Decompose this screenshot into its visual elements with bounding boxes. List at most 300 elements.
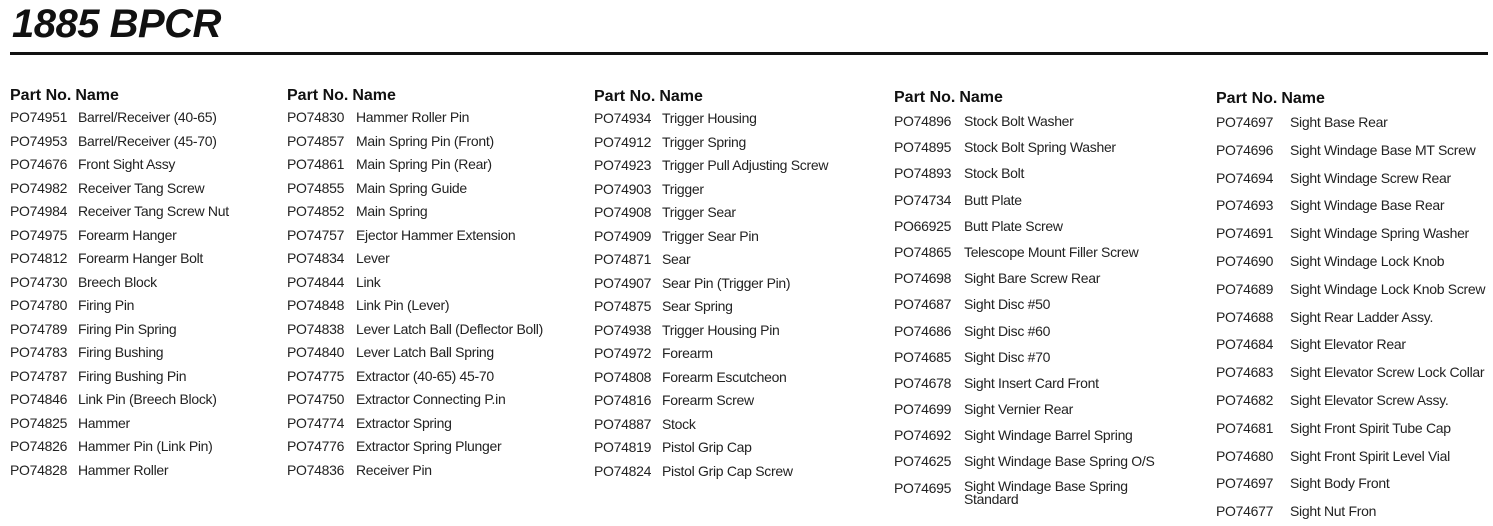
part-number: PO74789 [10,320,68,337]
table-row [594,413,874,437]
header-name: Name [352,87,396,104]
part-name [78,153,175,177]
part-name-text: Sight Insert Card Front [964,374,1099,391]
part-name-text: Receiver Tang Screw [78,179,205,196]
table-row [894,396,1174,422]
table-row [10,365,290,389]
part-name [1290,248,1444,276]
table-row [894,187,1174,213]
part-name [964,134,1116,160]
part-name-text: Sight Windage Lock Knob Screw [1290,280,1486,297]
part-name [356,106,469,130]
part-name [78,130,217,154]
part-number: PO74691 [1216,225,1274,242]
header-part-no: Part No. [594,88,656,105]
part-number: PO74975 [10,226,68,243]
part-name [78,412,130,436]
part-name [1290,415,1451,443]
part-name [964,160,1024,186]
part-number: PO74844 [287,273,345,290]
header-name: Name [659,88,703,105]
part-name-text: Hammer Roller [78,461,169,478]
part-name-text: Lever [356,250,390,266]
part-name-text: Sight Disc #70 [964,348,1051,365]
part-number: PO74819 [594,439,652,455]
header-name: Name [1281,90,1325,107]
part-name-text: Firing Pin Spring [78,320,177,337]
part-name-text: Trigger Sear Pin [662,227,759,244]
part-number: PO74680 [1216,447,1274,464]
table-row [594,295,874,319]
part-name [356,435,501,459]
part-number: PO74776 [287,438,345,454]
part-name-text: Sight Windage Base Spring O/S [964,453,1155,470]
part-name [356,247,390,271]
part-number: PO74984 [10,203,68,219]
part-number: PO74887 [594,415,652,432]
part-name-text: Barrel/Receiver (40-65) [78,109,217,125]
table-row [287,435,567,459]
part-name [662,178,704,202]
table-row [1216,276,1486,304]
part-name-text: Sight Disc #50 [964,296,1051,313]
part-name-text: Sear Pin (Trigger Pin) [662,274,791,291]
part-number: PO74934 [594,110,652,126]
part-number: PO74953 [10,132,68,149]
part-name-text: Trigger Housing [662,110,757,126]
part-name-text: Forearm Screw [662,392,754,408]
table-row [287,271,567,295]
part-name [356,177,467,201]
table-row [10,341,290,365]
part-name-text: Lever Latch Ball (Deflector Boll) [356,320,543,337]
table-row [594,131,874,155]
part-name-text: Ejector Hammer Extension [356,226,516,243]
part-name [78,106,217,130]
part-name [78,388,217,412]
part-number: PO74938 [594,321,652,338]
part-name-text: Sight Windage Lock Knob [1290,252,1445,269]
part-number: PO74787 [10,367,68,384]
part-number: PO74838 [287,320,345,337]
part-name [964,422,1133,448]
part-name-text: Firing Pin [78,297,135,313]
table-row [594,342,874,366]
column-header [287,86,567,106]
table-row [287,130,567,154]
part-name-text: Link Pin (Breech Block) [78,391,217,407]
part-name-text: Main Spring Pin (Front) [356,132,494,149]
part-number: PO74972 [594,345,652,361]
part-name-text: Sight Vernier Rear [964,401,1073,418]
table-row [10,106,290,130]
part-number: PO74692 [894,427,952,444]
part-name-text: Breech Block [78,273,157,290]
part-number: PO74697 [1216,114,1274,130]
part-name [356,341,494,365]
part-name-text: Pistol Grip Cap Screw [662,462,793,479]
part-number: PO74895 [894,139,952,156]
table-row [1216,470,1486,498]
table-row [594,436,874,460]
part-name [662,225,759,249]
table-row [1216,498,1486,526]
column-header [594,87,874,107]
table-row [287,412,567,436]
part-name [1290,331,1406,359]
part-name [964,108,1074,134]
part-name-text: Sight Rear Ladder Assy. [1290,308,1434,325]
part-number: PO74690 [1216,252,1274,269]
part-number: PO74865 [894,243,952,260]
part-name [1290,359,1484,387]
part-name [964,187,1022,213]
part-name [356,459,432,483]
part-name-text: Extractor Spring Plunger [356,438,502,454]
parts-column-5 [1216,89,1486,526]
part-name-text: Sight Front Spirit Level Vial [1290,447,1450,464]
part-name [356,318,543,342]
part-name-text: Sight Elevator Screw Assy. [1290,391,1449,408]
part-name [662,319,780,343]
part-name [78,294,134,318]
part-name [1290,498,1376,526]
part-name-text: Trigger Spring [662,133,746,150]
table-row [594,272,874,296]
part-name-text: Sight Front Spirit Tube Cap [1290,419,1451,436]
table-row [894,213,1174,239]
part-name [356,388,505,412]
part-number: PO74834 [287,250,345,266]
part-name [662,460,793,484]
part-number: PO74861 [287,156,345,172]
part-name-text: Hammer [78,414,130,431]
part-name [1290,443,1450,471]
part-name [356,294,449,318]
part-name [1290,387,1448,415]
page-title: 1885 BPCR [12,2,221,46]
part-name-text: Firing Bushing Pin [78,367,187,384]
part-number: PO74871 [594,251,652,267]
column-header [894,88,1174,108]
part-name-text: Sight Windage Barrel Spring [964,427,1133,444]
table-row [10,177,290,201]
part-name-text: Extractor Connecting P.in [356,391,506,407]
part-name-text: Extractor (40-65) 45-70 [356,367,494,384]
parts-column-4 [894,88,1174,507]
part-name [1290,276,1485,304]
part-number: PO74893 [894,165,952,182]
part-name-text: Stock Bolt [964,165,1025,182]
part-name-text: Sear Spring [662,298,733,314]
part-name-text: Receiver Tang Screw Nut [78,203,229,219]
part-name [78,459,168,483]
table-row [287,106,567,130]
part-name [964,448,1155,474]
part-name [964,291,1050,317]
part-number: PO74951 [10,109,68,125]
part-number: PO74982 [10,179,68,196]
table-row [1216,192,1486,220]
part-name-text: Hammer Pin (Link Pin) [78,438,213,454]
part-number: PO74750 [287,391,345,407]
part-name-text: Forearm Hanger Bolt [78,250,204,266]
part-number: PO74697 [1216,475,1274,492]
part-name [662,342,713,366]
part-name [78,200,229,224]
part-name [964,344,1050,370]
part-number: PO74855 [287,179,345,196]
part-number: PO74824 [594,462,652,479]
part-number: PO74625 [894,453,952,470]
part-name-text: Sight Elevator Rear [1290,336,1406,353]
column-header [1216,89,1486,109]
table-row [10,459,290,483]
table-row [894,448,1174,474]
part-name-text: Sight Nut Fron [1290,503,1377,520]
part-name-text: Sight Windage Spring Washer [1290,225,1469,242]
part-name-text: Trigger Housing Pin [662,321,780,338]
parts-column-3 [594,87,874,483]
part-name [356,224,515,248]
part-name-text: Sight Base Rear [1290,114,1388,130]
part-name-text: Main Spring [356,203,428,219]
table-row [10,435,290,459]
part-number: PO74685 [894,348,952,365]
part-number: PO74812 [10,250,68,266]
table-row [287,224,567,248]
part-name [356,200,427,224]
part-name-text: Sight Disc #60 [964,322,1051,339]
part-name-text: Trigger Sear [662,204,736,220]
part-number: PO74699 [894,401,952,418]
table-row [10,153,290,177]
part-number: PO74836 [287,461,345,478]
part-name [1290,470,1389,498]
part-name [662,436,752,460]
part-name-text: Sear [662,251,691,267]
part-name [662,389,754,413]
table-row [594,460,874,484]
header-name: Name [959,89,1003,106]
part-number: PO74828 [10,461,68,478]
part-number: PO74909 [594,227,652,244]
table-row [594,107,874,131]
part-name-text: Sight Windage Screw Rear [1290,169,1451,186]
part-number: PO74896 [894,113,952,129]
part-name-text: Sight Bare Screw Rear [964,270,1101,287]
part-name-text: Receiver Pin [356,461,432,478]
part-number: PO74684 [1216,336,1274,353]
part-name [662,107,757,131]
title-rule [10,52,1488,55]
table-row [287,177,567,201]
part-number: PO74808 [594,368,652,385]
table-row [1216,331,1486,359]
part-name-text: Sight Windage Base Spring [964,477,1128,494]
table-row [10,200,290,224]
table-row [1216,109,1486,137]
part-number: PO74923 [594,157,652,173]
table-row [594,178,874,202]
table-row [1216,304,1486,332]
part-name [356,153,492,177]
table-row [10,412,290,436]
table-row [894,134,1174,160]
table-row [287,388,567,412]
part-number: PO74780 [10,297,68,313]
part-name-text: Sight Windage Base Rear [1290,197,1445,214]
table-row [287,294,567,318]
part-number: PO74688 [1216,308,1274,325]
part-name [662,295,733,319]
part-name-text: Firing Bushing [78,344,164,360]
part-name [964,265,1100,291]
part-name [1290,220,1469,248]
part-name [662,154,828,178]
part-name [78,177,204,201]
part-name [1290,192,1444,220]
part-number: PO74908 [594,204,652,220]
part-number: PO74848 [287,297,345,313]
header-part-no: Part No. [1216,90,1278,107]
part-name [662,248,690,272]
part-number: PO74695 [894,479,952,496]
table-row [594,248,874,272]
part-number: PO74694 [1216,169,1274,186]
part-name [1290,109,1387,137]
table-row [594,366,874,390]
table-row [10,247,290,271]
table-row [1216,415,1486,443]
part-number: PO74757 [287,226,345,243]
part-name-text: Sight Elevator Screw Lock Collar [1290,364,1485,381]
part-number: PO74730 [10,273,68,290]
table-row [10,318,290,342]
table-row [10,224,290,248]
header-part-no: Part No. [287,87,349,104]
part-name [78,365,186,389]
table-row [287,459,567,483]
part-name [964,370,1099,396]
part-name [662,201,736,225]
header-name: Name [75,87,119,104]
table-row [894,422,1174,448]
part-number: PO74698 [894,270,952,287]
part-name [964,318,1050,344]
table-row [287,153,567,177]
part-number: PO74689 [1216,280,1274,297]
part-number: PO74907 [594,274,652,291]
table-row [1216,387,1486,415]
part-name [78,435,213,459]
part-name [356,271,380,295]
part-number: PO74857 [287,132,345,149]
table-row [894,344,1174,370]
table-row [1216,220,1486,248]
table-row [1216,248,1486,276]
part-number: PO74693 [1216,197,1274,214]
part-name [78,247,203,271]
table-row [594,319,874,343]
part-number: PO74846 [10,391,68,407]
part-name [78,341,163,365]
table-row [894,239,1174,265]
part-name-text: Telescope Mount Filler Screw [964,243,1139,260]
part-name-text: Forearm [662,345,713,361]
part-number: PO74903 [594,180,652,197]
part-name [78,224,177,248]
part-name [964,213,1063,239]
part-name-text: Barrel/Receiver (45-70) [78,132,217,149]
table-row [1216,137,1486,165]
part-number: PO74852 [287,203,345,219]
table-row [287,247,567,271]
part-name-text: Hammer Roller Pin [356,109,470,125]
header-part-no: Part No. [10,87,72,104]
part-name [964,479,1128,505]
table-row [10,130,290,154]
header-part-no: Part No. [894,89,956,106]
part-name [356,130,494,154]
part-number: PO74678 [894,374,952,391]
part-name-text: Forearm Hanger [78,226,177,243]
table-row [594,225,874,249]
part-name-text: Pistol Grip Cap [662,439,752,455]
table-row [287,200,567,224]
part-number: PO74681 [1216,419,1274,436]
part-name [356,365,494,389]
part-name [1290,165,1451,193]
column-header [10,86,290,106]
part-number: PO74875 [594,298,652,314]
part-name [1290,137,1475,165]
table-row [894,160,1174,186]
table-row [1216,165,1486,193]
part-number: PO74775 [287,367,345,384]
table-row [10,294,290,318]
table-row [594,389,874,413]
part-name [78,318,176,342]
part-number: PO74774 [287,414,345,431]
table-row [287,341,567,365]
part-number: PO74816 [594,392,652,408]
part-name-text: Sight Windage Base MT Screw [1290,141,1476,158]
table-row [1216,359,1486,387]
part-name [662,272,790,296]
part-name-text: Lever Latch Ball Spring [356,344,494,360]
table-row [894,370,1174,396]
part-name [662,413,696,437]
table-row [10,388,290,412]
parts-column-1 [10,86,290,482]
table-row [594,201,874,225]
part-number: PO74826 [10,438,68,454]
part-name [356,412,452,436]
part-name-text: Main Spring Guide [356,179,467,196]
part-name-text: Extractor Spring [356,414,452,431]
part-name [964,396,1073,422]
table-row [594,154,874,178]
table-row [287,318,567,342]
table-row [894,318,1174,344]
part-number: PO66925 [894,217,952,234]
part-number: PO74783 [10,344,68,360]
table-row [10,271,290,295]
part-number: PO74840 [287,344,345,360]
part-name [1290,304,1433,332]
part-name-text: Stock Bolt Washer [964,113,1074,129]
